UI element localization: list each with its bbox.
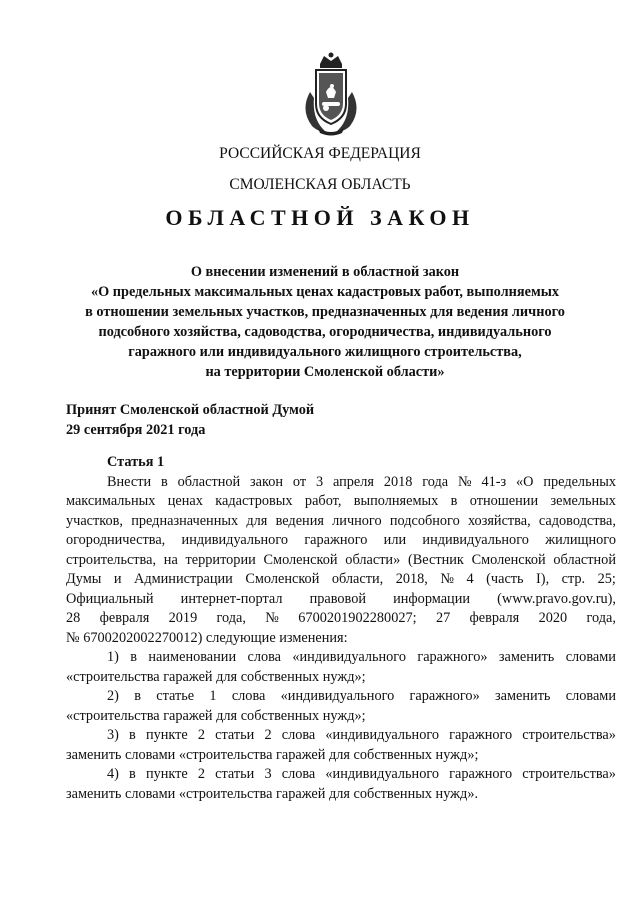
article-line: заменить словами «строительства гаражей для собственных нужд».: [66, 785, 479, 802]
region-heading: СМОЛЕНСКАЯ ОБЛАСТЬ: [229, 176, 411, 193]
article-line: 4) в пункте 2 статьи 3 слова «индивидуального гаражного строительства»: [107, 766, 616, 782]
article-line: участков, предназначенных для ведения личного подсобного хозяйства, садоводства,: [66, 512, 616, 529]
law-title: [60, 262, 590, 382]
adopted-by: Принят Смоленской областной Думой: [66, 402, 315, 418]
title-line: подсобного хозяйства, садоводства, огородничества, индивидуального: [98, 324, 552, 340]
article-line: Думы и Администрации Смоленской области, 2018, № 4 (часть I), стр. 25;: [66, 571, 616, 587]
title-line: на территории Смоленской области»: [205, 364, 445, 380]
article-line: 1) в наименовании слова «индивидуального гаражного» заменить словами: [107, 649, 616, 665]
article-line: максимальных ценах кадастровых работ, выполняемых в отношении земельных: [66, 493, 616, 509]
article-line: Официальный интернет-портал правовой информации (www.pravo.gov.ru),: [66, 590, 616, 607]
article-line: Внести в областной закон от 3 апреля 2018 года № 41-з «О предельных: [107, 473, 616, 490]
article-line: № 6700202002270012) следующие изменения:: [66, 629, 348, 646]
article-line: «строительства гаражей для собственных нужд»;: [66, 668, 366, 685]
country-heading: РОССИЙСКАЯ ФЕДЕРАЦИЯ: [219, 145, 421, 162]
article-line: строительства, на территории Смоленской области» (Вестник Смоленской областной: [66, 551, 616, 568]
article-line: заменить словами «строительства гаражей для собственных нужд»;: [66, 746, 479, 763]
article-1: [66, 453, 616, 804]
article-line: 2) в статье 1 слова «индивидуального гаражного» заменить словами: [107, 688, 616, 704]
title-line: «О предельных максимальных ценах кадастровых работ, выполняемых: [90, 284, 560, 300]
article-line: огородничества, индивидуального гаражного или индивидуального жилищного: [66, 532, 616, 548]
title-line: О внесении изменений в областной закон: [190, 264, 460, 280]
article-line: «строительства гаражей для собственных нужд»;: [66, 707, 366, 724]
adoption-date: 29 сентября 2021 года: [66, 422, 206, 438]
title-line: в отношении земельных участков, предназначенных для ведения личного: [85, 304, 565, 320]
article-line: 28 февраля 2019 года, № 6700201902280027; 27 февраля 2020 года,: [66, 610, 616, 626]
coat-of-arms-icon: [296, 52, 366, 136]
adoption-info: [66, 400, 314, 440]
document-type-heading: ОБЛАСТНОЙ ЗАКОН: [165, 205, 475, 230]
title-line: гаражного или индивидуального жилищного строительства,: [128, 344, 522, 360]
article-heading: Статья 1: [107, 454, 165, 470]
article-line: 3) в пункте 2 статьи 2 слова «индивидуального гаражного строительства»: [107, 727, 616, 743]
